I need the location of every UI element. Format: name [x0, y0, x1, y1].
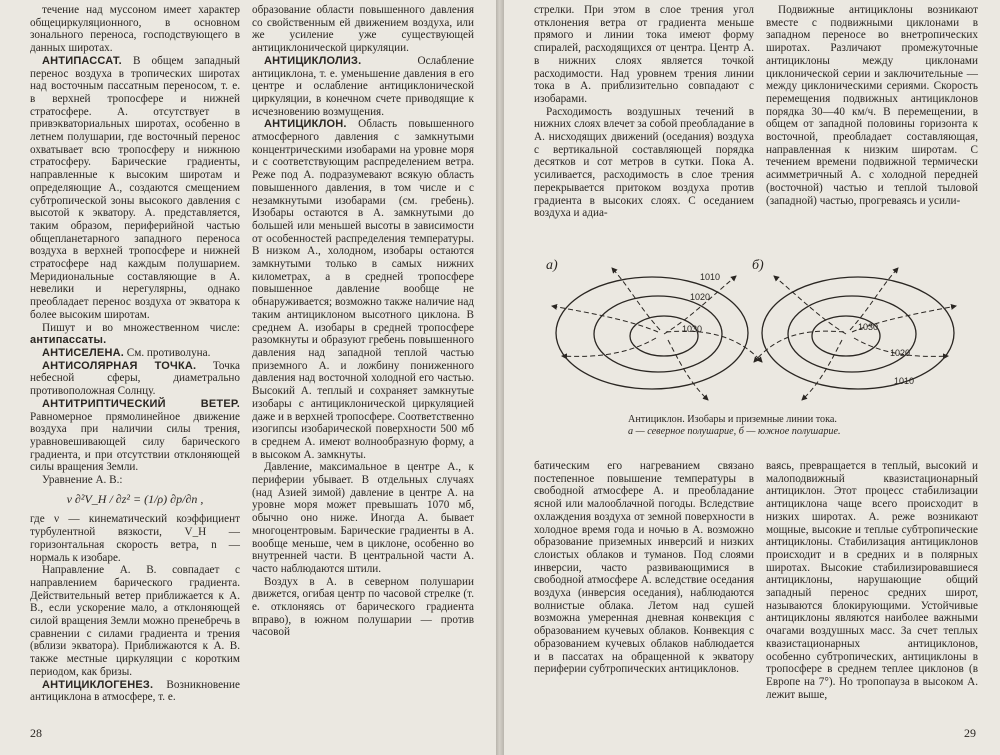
paragraph-text: Уравнение А. В.: — [42, 474, 123, 487]
paragraph-text: Расходимость воздушных течений в нижних слоях влечет за собой преобладание в А. нисходящих движений (оседания) воздуха с вертикальной составляющей порядка десятков и сот метров в сутки. Пока А. усиливается, расходимость в слое трения перекрывается притоком воздуха против градиента в высоких слоях. С оседанием воздуха и адиа- — [534, 105, 754, 220]
figure-label-b: б) — [752, 258, 764, 273]
term-heading: АНТИПАССАТ. — [42, 54, 122, 67]
term-heading: АНТИСЕЛЕНА. — [42, 346, 124, 359]
paragraph-text: Точка небесной сферы, диаметрально противоположная Солнцу. — [30, 359, 240, 398]
paragraph-text: течение над муссоном имеет характер общециркуляционного, в основном зонального переноса, господствующего в данных широтах. — [30, 4, 240, 55]
left-col2-paragraph — [252, 576, 474, 640]
left-col2-paragraph — [252, 461, 474, 575]
paragraph-text: См. противолуна. — [124, 346, 211, 359]
paragraph-text: В общем западный перенос воздуха в тропических широтах над восточным пассатным переносом, т. е. в верхней тропосфере и нижней стратосфере. А. отсутствует в привэкваториальных широтах, особенно в летнем полушарии, где восточный перенос охватывает всю тропосферу и нижнюю стратосферу. Барические градиенты, направленные к высоким широтам и определяющие А., создаются смещением субтропической зоны высокого давления с высотой к экватору. А. представляется, таким образом, периферийной частью общепланетарного западного переноса воздуха в верхней тропосфере и нижней стратосфере над каждым полушарием. Меридиональные составляющие в А. невелики и нерегулярны, однако преобладает перенос воздуха от экватора к более высоким широтам. — [30, 54, 240, 321]
paragraph-text: Область повышенного атмосферного давления с замкнутыми концентрическими изобарами на уровне моря и с соответствующим распределением ветра. Реже под А. подразумевают всякую область повышенного давления, в том числе и с незамкнутыми изобарами (см. гребень). Изобары остаются в А. замкнутыми до большей или меньшей высоты в зависимости от особенностей распределения температуры. В низком А., холодном, изобары остаются замкнутыми только в самых нижних километрах, а в средней тропосфере повышенное давление вообще не обнаруживается; возможно также наличие над таким антициклоном высотного циклона. В среднем А. изобары в средней тропосфере разомкнуты и образуют гребень повышенного давления над западной теплой частью приземного А. и ложбину пониженного давления над восточной холодной его частью. Высокий А. теплый и сохраняет замкнутые изобары с антициклонической циркуляцией даже и в верхней тропосфере. Соответственно изогипсы изобарической поверхности 500 мб в среднем А. имеют волнообразную форму, а в высоком А. замкнуты. — [252, 118, 474, 461]
paragraph-text: батическим его нагреванием связано постепенное повышение температуры в свободной атмосфере А. и преобладание ясной или малооблачной погоды. Вследствие охлаждения воздуха от земной поверхности в холодное время года и ночью в А. возможно образование приземных инверсий и низких слоистых облаков и туманов. Под слоями инверсии, часто развивающимися в свободной атмосфере А. вследствие оседания воздуха (инверсия оседания), наблюдаются волнистые облака. Летом над сушей возможна умеренная дневная конвекция с образованием кучевых облаков. Конвекция с образованием кучевых облаков наблюдается и в пассатах на обращенной к экватору периферии субтропических антициклонов. — [534, 460, 754, 676]
left-col1-paragraph — [30, 4, 240, 55]
left-col2-paragraph — [252, 118, 474, 461]
right-page — [504, 0, 1000, 755]
paragraph-text: где ν — кинематический коэффициент турбулентной вязкости, V_H — горизонтальная скорость ветра, n — нормаль к изобаре. — [30, 513, 240, 564]
paragraph-text: ваясь, превращается в теплый, высокий и малоподвижный квазистационарный антициклон. Этот процесс стабилизации антициклона чаще всего происходит в низких широтах. А. реже возникают мощные, высокие и теплые субтропические антициклоны. Стабилизация антициклонов происходит и в средних и в полярных широтах. Высокие стабилизировавшиеся антициклоны, нарушающие общий западный перенос средних широт, называются блокирующими. Устойчивые антициклоны являются наиболее важными очагами воздушных масс. За счет теплых квазистационарных антициклонов, особенно субтропических, антициклоны в тропосфере в среднем теплее циклонов (в Европе на 7°). Но тропопауза в высоком А. лежит выше, — [766, 460, 978, 701]
left-col1-paragraph — [30, 679, 240, 704]
page-number-right: 29 — [964, 726, 976, 740]
isobars-northern — [556, 277, 748, 389]
right-column-1-bottom — [534, 460, 754, 676]
isobar-label-a-1010: 1010 — [700, 272, 721, 282]
right-col1-paragraph — [534, 106, 754, 220]
left-col1-paragraph — [30, 513, 240, 564]
right-col1-paragraph — [534, 4, 754, 106]
left-column-2 — [252, 4, 474, 639]
figure-caption — [628, 414, 958, 438]
figure-label-a: а) — [546, 258, 558, 273]
paragraph-text: Возникновение антициклона в атмосфере, т. е. — [30, 678, 240, 704]
isobar-label-b-1030: 1030 — [858, 322, 879, 332]
paragraph-text: стрелки. При этом в слое трения угол отклонения ветра от градиента меньше прямого и линии тока имеют форму спиралей, расходящихся от центра. Центр А. в нижних слоях является точкой расходимости. Над уровнем трения линии тока в А. приблизительно совпадают с изобарами. — [534, 4, 754, 105]
isobars-southern — [762, 277, 954, 389]
paragraph-text: Давление, максимальное в центре А., к периферии убывает. В отдельных случаях (над Азией зимой) давление в центре А. на уровне моря может превышать 1070 мб, обычно оно ниже. Иногда А. бывает многоцентровым. Барические градиенты в А. вообще меньше, чем в циклоне, особенно во внутренней части. В центральной части А. часто наблюдаются штили. — [252, 461, 474, 575]
paragraph-text: образование области повышенного давления со свойственным ей движением воздуха, или же усиление уже существующей антициклонической циркуляции. — [252, 4, 474, 55]
right-column-2-bottom — [766, 460, 978, 701]
left-col1-paragraph — [30, 322, 240, 347]
term-plural: антипассаты. — [30, 334, 107, 347]
left-page — [0, 0, 496, 755]
paragraph-text: Подвижные антициклоны возникают вместе с подвижными циклонами в западном переносе во внетропических широтах. Различают промежуточные антициклоны между циклонами циклонической серии и заключительные — между циклоническими сериями. Скорость перемещения подвижных антициклонов порядка 30—40 км/ч. В перемещении, в общем от западной половины горизонта к восточной, преобладает составляющая, направленная к низким широтам. С течением времени подвижной термически асимметричный А. с холодной передней (восточной) частью и теплой тыловой (западной) частью, прогреваясь и усили- — [766, 4, 978, 207]
paragraph-text: Направление А. В. совпадает с направлением барического градиента. Действительный ветер приближается к А. В., если ускорение мало, а отклоняющей силой вращения Земли можно пренебречь в сравнении с силами градиента и трения (вблизи экватора). Приближаются к А. В. также местные циркуляции с коротким периодом, как бризы. — [30, 564, 240, 678]
term-heading: АНТИЦИКЛОН. — [264, 118, 347, 131]
page-number-left: 28 — [30, 726, 42, 740]
term-heading: АНТИЦИКЛОЛИЗ. — [264, 54, 362, 67]
isobar-label-a-1030: 1030 — [682, 324, 703, 334]
isobar-label-b-1010: 1010 — [894, 376, 915, 386]
left-col1-paragraph — [30, 347, 240, 360]
left-col1-paragraph — [30, 360, 240, 398]
right-col2b-paragraph — [766, 460, 978, 701]
isobar-label-a-1020: 1020 — [690, 292, 711, 302]
paragraph-text: Ослабление антициклона, т. е. уменьшение давления в его центре и ослабление антициклонической циркуляции, в конечном счете приводящие к исчезновению возмущения. — [252, 54, 474, 118]
paragraph-text: Воздух в А. в северном полушарии движется, огибая центр по часовой стрелке (т. е. отклоняясь от барического градиента вправо), в южном полушарии — против часовой — [252, 575, 474, 639]
figure-caption-text: а — северное полушарие, б — южное полушарие. — [628, 426, 841, 437]
equation: ν ∂²V_H / ∂z² = (1/ρ) ∂p/∂n , — [66, 491, 204, 506]
left-col1-paragraph — [30, 55, 240, 322]
streamlines-southern — [754, 268, 956, 400]
book-gutter — [496, 0, 504, 755]
left-col2-paragraph — [252, 55, 474, 119]
right-column-1-top — [534, 4, 754, 220]
paragraph-text: Пишут и во множественном числе: — [42, 321, 240, 334]
right-col2-paragraph — [766, 4, 978, 207]
left-col1-paragraph — [30, 474, 240, 487]
term-heading: АНТИЦИКЛОГЕНЕЗ. — [42, 678, 154, 691]
right-col1b-paragraph — [534, 460, 754, 676]
term-heading: АНТИТРИПТИЧЕСКИЙ ВЕТЕР. — [42, 397, 240, 410]
term-heading: АНТИСОЛЯРНАЯ ТОЧКА. — [42, 359, 197, 372]
left-col1-paragraph — [30, 398, 240, 474]
streamlines-northern — [552, 268, 762, 400]
left-col1-paragraph — [30, 564, 240, 678]
isobar-label-b-1020: 1020 — [890, 348, 911, 358]
paragraph-text: Равномерное прямолинейное движение воздуха при наличии силы трения, уравновешивающей силу барического градиента, и при отсутствии отклоняющей силы вращения Земли. — [30, 410, 240, 474]
left-col2-paragraph — [252, 4, 474, 55]
left-column-1 — [30, 4, 240, 704]
right-column-2-top — [766, 4, 978, 207]
figure-caption-title: Антициклон. Изобары и приземные линии тока. — [628, 414, 837, 425]
